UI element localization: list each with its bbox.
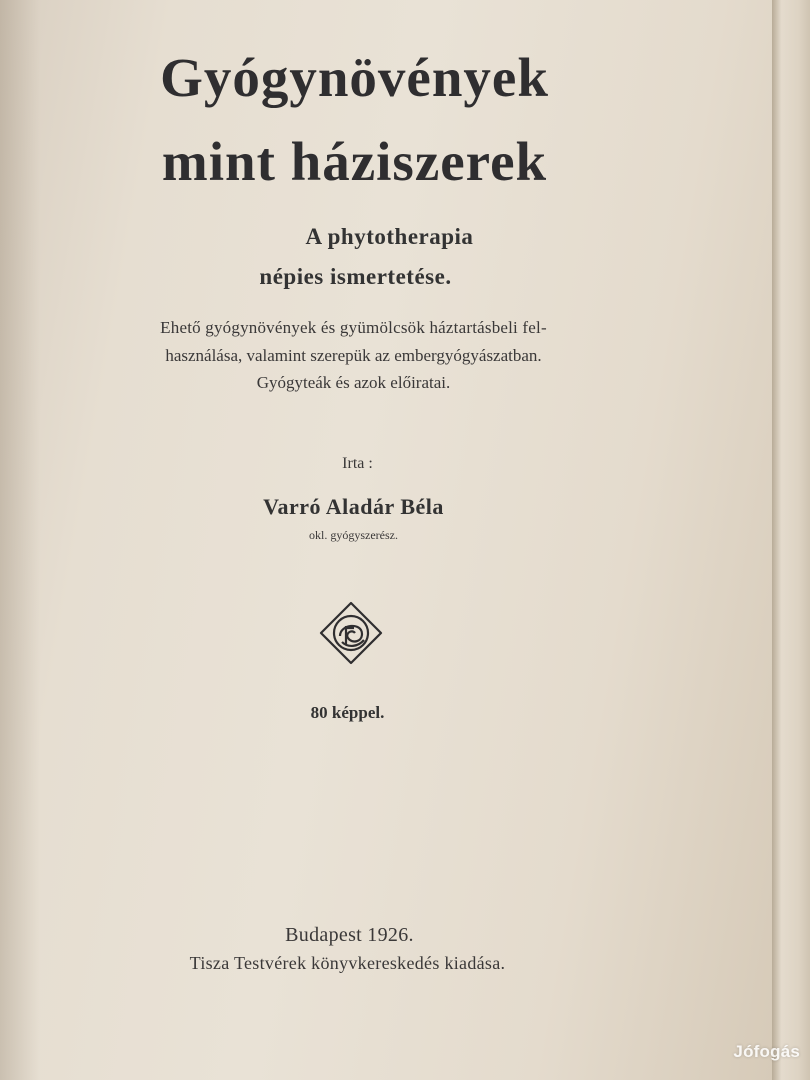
book-title-line-1: Gyógynövények: [160, 47, 549, 108]
book-title-line-2: mint háziszerek: [161, 131, 548, 192]
description-line-1: Ehető gyógynövények és gyümölcsök háztartásbeli fel-: [160, 318, 547, 337]
imprint-publisher: Tisza Testvérek könyvkereskedés kiadása.: [189, 953, 506, 973]
description-line-2: használása, valamint szerepük az embergyógyászatban.: [165, 346, 542, 365]
illustration-count: 80 képpel.: [310, 703, 385, 722]
author-name: Varró Aladár Béla: [263, 494, 444, 519]
subtitle-line-2: népies ismertetése.: [259, 264, 452, 289]
page-edge: [772, 0, 810, 1080]
rose-emblem-icon: [318, 600, 384, 666]
watermark-logo: Jófogás: [733, 1042, 800, 1061]
description-line-3: Gyógyteák és azok előiratai.: [256, 373, 451, 392]
subtitle-line-1: A phytotherapia: [305, 224, 474, 249]
byline-label: Irta :: [342, 455, 373, 472]
imprint-place-year: Budapest 1926.: [285, 924, 414, 946]
author-degree: okl. gyógyszerész.: [309, 528, 398, 542]
